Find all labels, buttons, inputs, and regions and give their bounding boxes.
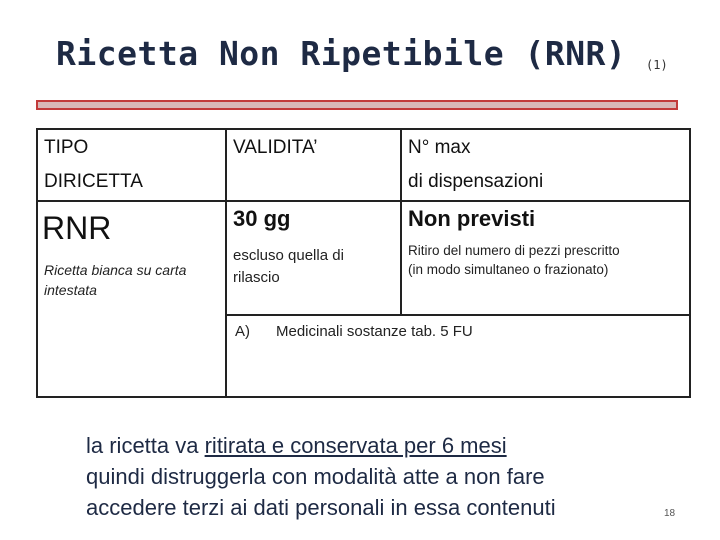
item-letter: A) bbox=[235, 323, 250, 340]
retention-note-prefix: la ricetta va bbox=[86, 433, 205, 458]
header-nmax-line1: N° max bbox=[408, 137, 471, 158]
table-left-border bbox=[36, 130, 38, 398]
title-footnote-ref: (1) bbox=[646, 58, 668, 72]
type-desc-line2: intestata bbox=[44, 282, 97, 298]
title-underline-bar bbox=[36, 100, 678, 110]
validity-value: 30 gg bbox=[233, 206, 291, 231]
validity-desc-line1: escluso quella di bbox=[233, 247, 344, 264]
item-text: Medicinali sostanze tab. 5 FU bbox=[276, 323, 473, 340]
retention-note bbox=[86, 430, 556, 523]
header-nmax-line2: di dispensazioni bbox=[408, 171, 544, 192]
type-value: RNR bbox=[42, 210, 112, 246]
retention-note-underlined: ritirata e conservata per 6 mesi bbox=[204, 433, 507, 458]
max-desc-line1: Ritiro del numero di pezzi prescritto bbox=[408, 243, 620, 258]
type-desc-line1: Ricetta bianca su carta bbox=[44, 262, 187, 278]
table-row-divider bbox=[225, 314, 691, 316]
retention-note-line3: accedere terzi ai dati personali in essa contenuti bbox=[86, 495, 556, 520]
max-desc-line2: (in modo simultaneo o frazionato) bbox=[408, 262, 609, 277]
header-tipo-line1: TIPO bbox=[44, 137, 89, 158]
header-tipo-line2: DIRICETTA bbox=[44, 171, 143, 192]
validity-desc-line2: rilascio bbox=[233, 269, 280, 286]
header-validita: VALIDITA’ bbox=[233, 137, 318, 158]
retention-note-line2: quindi distruggerla con modalità atte a non fare bbox=[86, 464, 545, 489]
page-number: 18 bbox=[664, 508, 676, 519]
max-value: Non previsti bbox=[408, 206, 536, 231]
slide-title: Ricetta Non Ripetibile (RNR) bbox=[56, 34, 627, 73]
table-header-divider bbox=[36, 200, 691, 202]
table-col-divider-1 bbox=[225, 130, 227, 398]
rnr-table bbox=[36, 128, 691, 398]
table-right-border bbox=[689, 130, 691, 398]
table-col-divider-2 bbox=[400, 130, 402, 314]
retention-note-line1 bbox=[86, 430, 556, 461]
